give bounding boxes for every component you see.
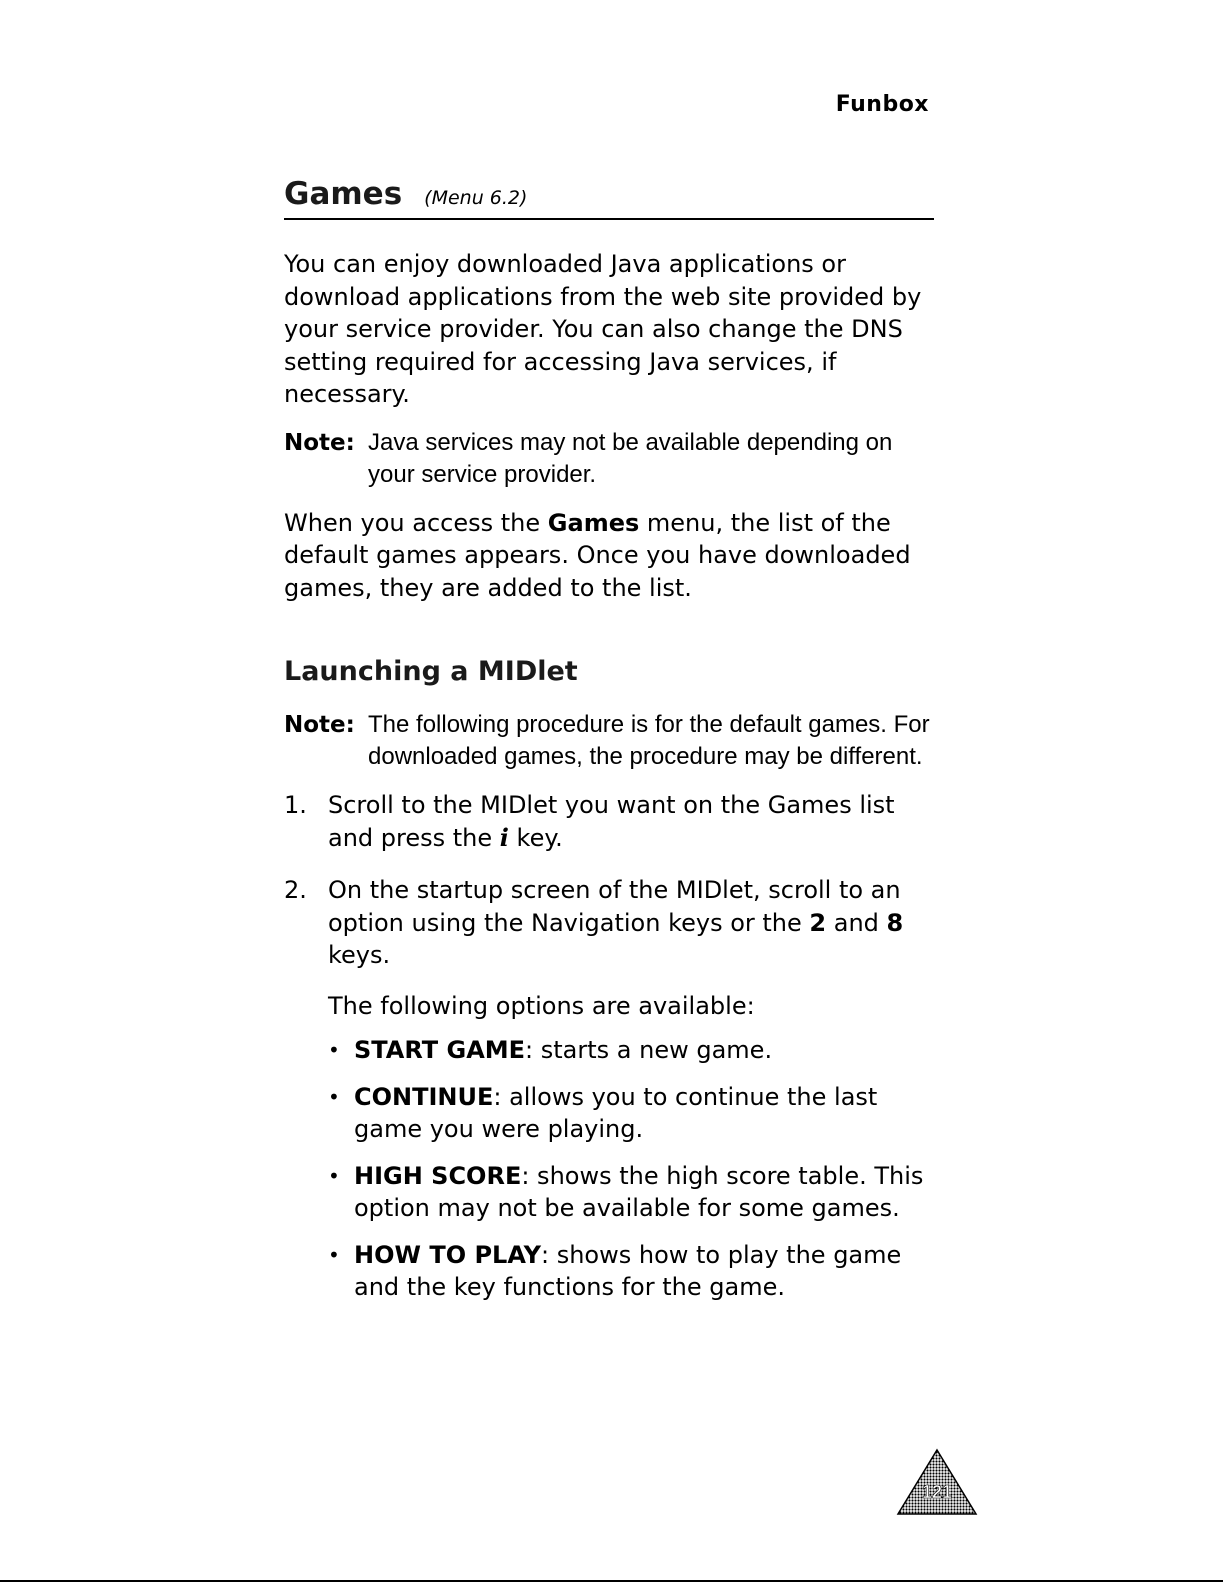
bullet-icon: • [328, 1038, 340, 1062]
option-high-score [328, 1160, 934, 1225]
key-2: 2 [809, 908, 827, 937]
option-label: HIGH SCORE [354, 1161, 522, 1190]
step-1 [284, 789, 934, 854]
page-bottom-rule [0, 1580, 1223, 1582]
options-list [328, 1034, 934, 1304]
key-8: 8 [886, 908, 904, 937]
step-number: 2. [284, 876, 307, 904]
step-text-pre: On the startup screen of the MIDlet, scroll to an option using the Navigation keys or the [328, 876, 901, 937]
note-java-availability [284, 427, 934, 491]
note-text: Java services may not be available depending on your service provider. [368, 428, 893, 488]
step-text [328, 874, 934, 1318]
page-content [284, 176, 934, 1338]
option-start-game [328, 1034, 934, 1067]
i-key-icon: i [499, 822, 509, 852]
section-menu-number: (Menu 6.2) [424, 187, 528, 209]
option-text [354, 1239, 934, 1304]
option-description: : shows the high score table. This option may not be available for some games. [354, 1161, 924, 1222]
bullet-icon: • [328, 1242, 340, 1267]
step-text [328, 789, 934, 854]
option-label: HOW TO PLAY [354, 1240, 541, 1269]
step-number: 1. [284, 791, 307, 819]
bullet-icon: • [328, 1084, 340, 1109]
page-number-badge [896, 1448, 978, 1516]
option-description: : allows you to continue the last game you were playing. [354, 1082, 878, 1143]
page-number: 121 [921, 1482, 953, 1502]
note-procedure [284, 709, 934, 773]
bullet-icon: • [328, 1163, 340, 1188]
step-text-post: key. [508, 823, 563, 852]
steps-list [284, 789, 934, 1318]
option-label: START GAME [354, 1036, 526, 1064]
note-label: Note: [284, 712, 355, 738]
option-text [354, 1160, 934, 1225]
option-label: CONTINUE [354, 1082, 494, 1111]
note-label: Note: [284, 429, 355, 456]
step-text-post: keys. [328, 941, 391, 969]
intro-paragraph: You can enjoy downloaded Java applications or download applications from the web site provided by your service provider. You can also change the DNS setting required for accessing Java services, if necessary. [284, 250, 922, 408]
option-continue [328, 1081, 934, 1146]
access-text-bold: Games [547, 508, 640, 537]
section-title: Games [284, 176, 403, 212]
option-description: : starts a new game. [525, 1036, 773, 1064]
options-intro: The following options are available: [328, 991, 755, 1020]
option-how-to-play [328, 1239, 934, 1304]
access-paragraph [284, 507, 934, 605]
step-text-mid: and [826, 908, 887, 937]
access-text-pre: When you access the [284, 508, 548, 537]
option-text [354, 1081, 934, 1146]
step-2 [284, 874, 934, 1318]
subsection-title: Launching a MIDlet [284, 656, 578, 687]
option-description: : shows how to play the game and the key functions for the game. [354, 1240, 902, 1301]
step-text-pre: Scroll to the MIDlet you want on the Games list and press the [328, 791, 895, 852]
running-header: Funbox [835, 92, 929, 117]
note-text: The following procedure is for the default games. For downloaded games, the procedure may be different. [368, 711, 930, 770]
section-heading [284, 176, 934, 220]
access-text-post: menu, the list of the default games appears. Once you have downloaded games, they are added to the list. [284, 508, 911, 602]
option-text [354, 1034, 934, 1067]
step-main-text [328, 874, 934, 972]
